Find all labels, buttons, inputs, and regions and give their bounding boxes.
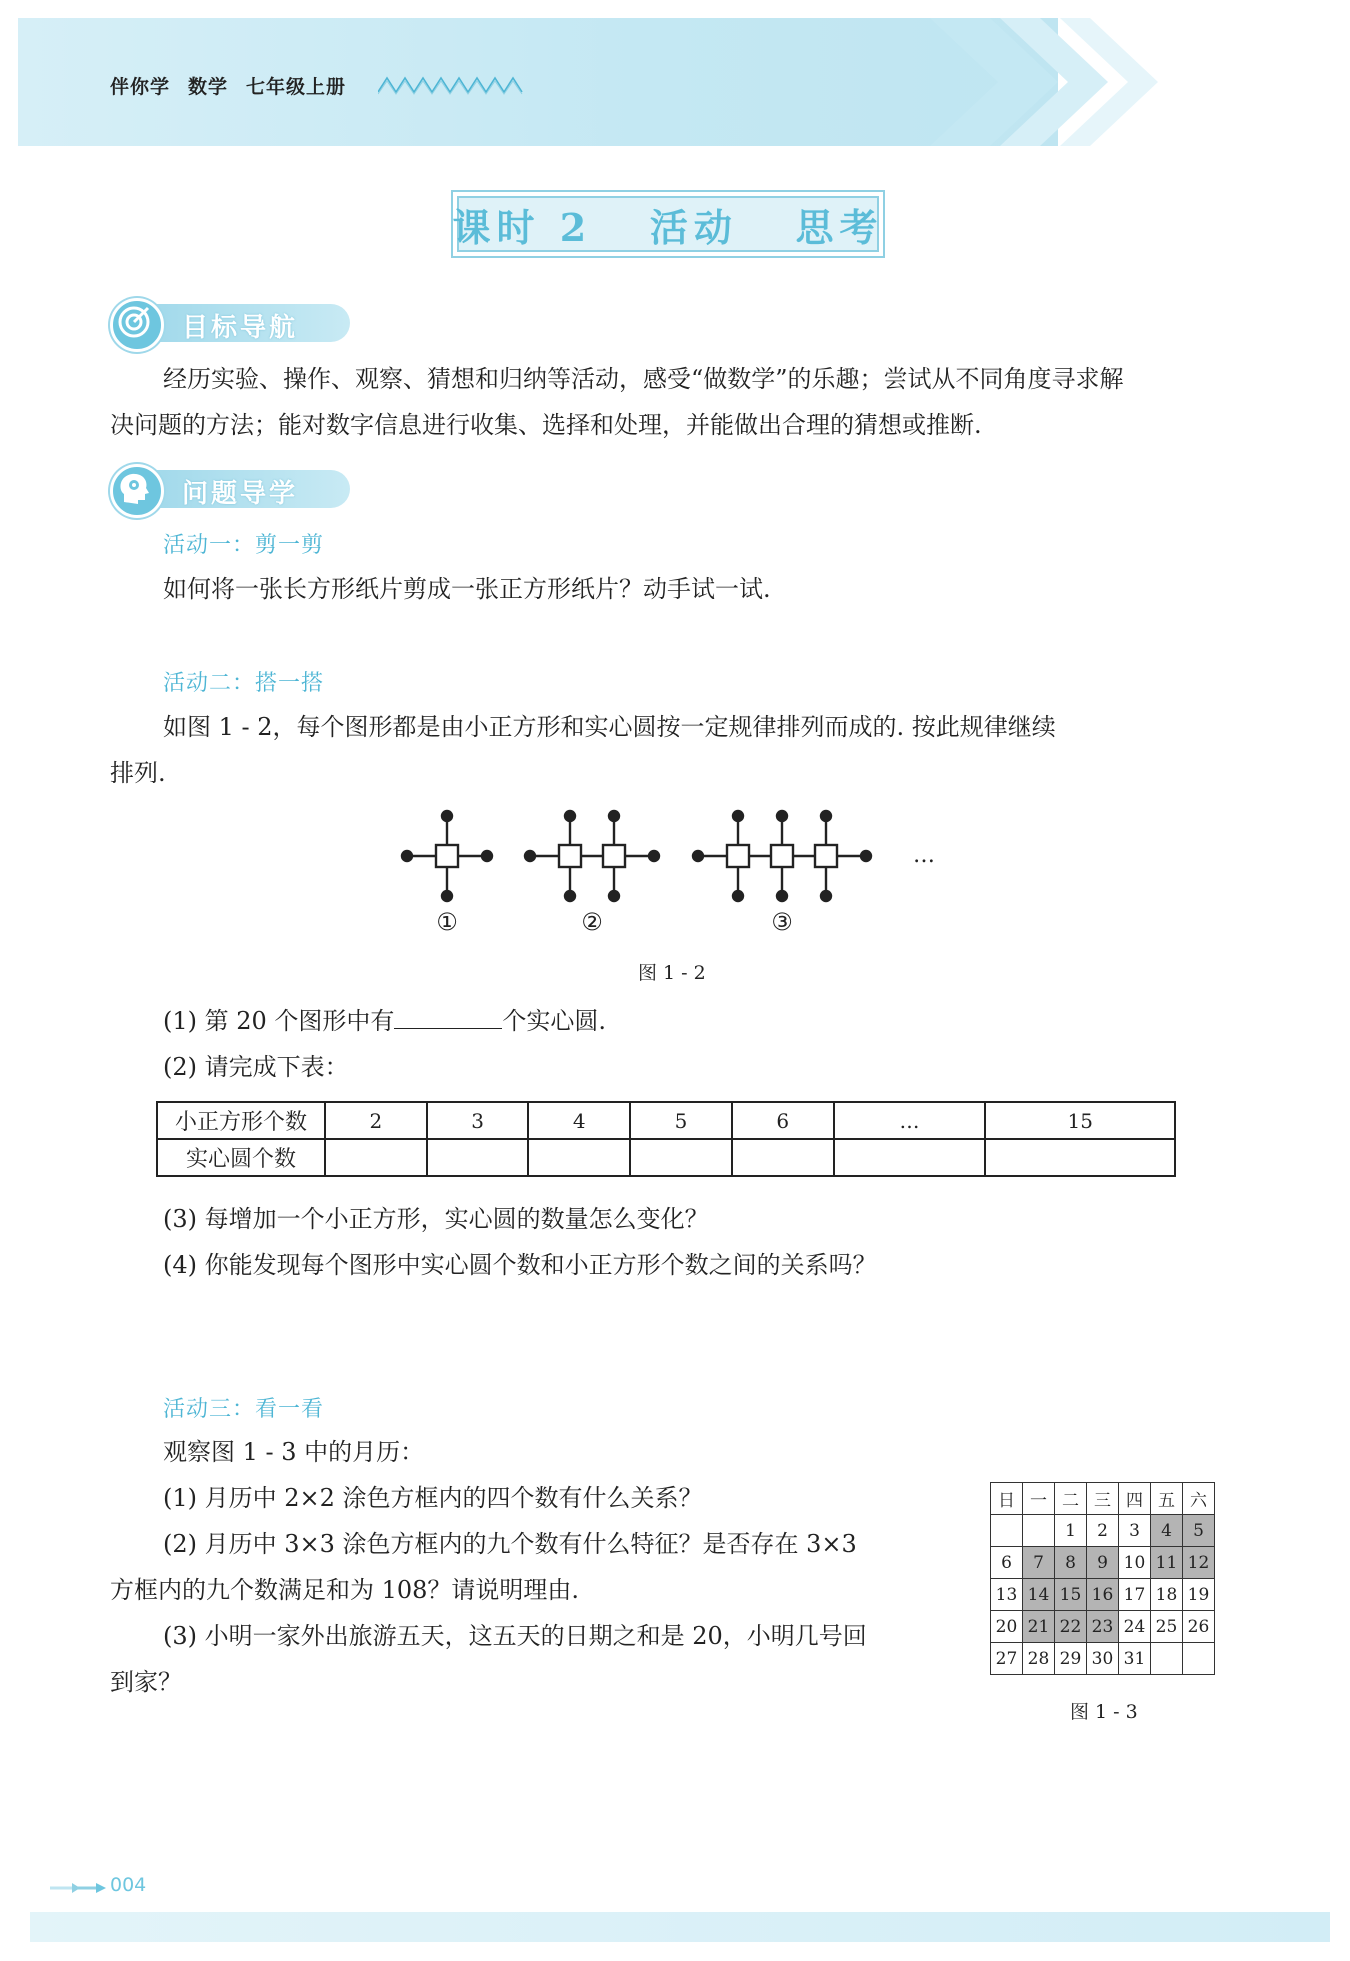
day-cell-shaded: 11 bbox=[1151, 1547, 1183, 1579]
day-cell: 20 bbox=[991, 1611, 1023, 1643]
day-cell bbox=[1183, 1643, 1215, 1675]
weekday-cell: 四 bbox=[1119, 1483, 1151, 1515]
question-4: (4) 你能发现每个图形中实心圆个数和小正方形个数之间的关系吗？ bbox=[163, 1251, 877, 1279]
table-cell: 5 bbox=[630, 1102, 732, 1139]
target-icon bbox=[110, 298, 164, 352]
activity1-title: 活动一：剪一剪 bbox=[163, 533, 325, 558]
figure-label-1: ① bbox=[436, 908, 458, 936]
figure-ellipsis: … bbox=[913, 843, 935, 868]
activity3-q3-line1: (3) 小明一家外出旅游五天，这五天的日期之和是 20，小明几号回 bbox=[163, 1622, 867, 1650]
running-head bbox=[110, 72, 364, 99]
day-cell bbox=[991, 1515, 1023, 1547]
weekday-cell: 二 bbox=[1055, 1483, 1087, 1515]
day-cell: 19 bbox=[1183, 1579, 1215, 1611]
activity3-q2-line2: 方框内的九个数满足和为 108？请说明理由. bbox=[110, 1576, 580, 1604]
day-cell-shaded: 21 bbox=[1023, 1611, 1055, 1643]
day-cell: 29 bbox=[1055, 1643, 1087, 1675]
goals-text-line1: 经历实验、操作、观察、猜想和归纳等活动，感受“做数学”的乐趣；尝试从不同角度寻求解 bbox=[163, 365, 1124, 393]
activity1-text: 如何将一张长方形纸片剪成一张正方形纸片？动手试一试. bbox=[163, 575, 771, 603]
weekday-cell: 日 bbox=[991, 1483, 1023, 1515]
weekday-cell: 五 bbox=[1151, 1483, 1183, 1515]
day-cell: 6 bbox=[991, 1547, 1023, 1579]
day-cell-shaded: 23 bbox=[1087, 1611, 1119, 1643]
arrow-decoration-icon bbox=[50, 1882, 106, 1894]
question-2: (2) 请完成下表： bbox=[163, 1053, 349, 1081]
day-cell: 31 bbox=[1119, 1643, 1151, 1675]
calendar-row bbox=[991, 1643, 1215, 1675]
question-1-before: (1) 第 20 个图形中有 bbox=[163, 1007, 395, 1035]
day-cell bbox=[1023, 1515, 1055, 1547]
head-gear-icon bbox=[110, 464, 164, 518]
lesson-title bbox=[451, 190, 885, 258]
pattern-figure-2 bbox=[525, 811, 659, 901]
page-number: 004 bbox=[110, 1874, 147, 1896]
day-cell: 30 bbox=[1087, 1643, 1119, 1675]
answer-cell[interactable] bbox=[630, 1139, 732, 1176]
day-cell: 26 bbox=[1183, 1611, 1215, 1643]
answer-cell[interactable] bbox=[834, 1139, 986, 1176]
figure-1-2 bbox=[390, 800, 950, 950]
activity2-text-line1: 如图 1 - 2，每个图形都是由小正方形和实心圆按一定规律排列而成的. 按此规律继续 bbox=[163, 713, 1056, 741]
table-cell: 4 bbox=[528, 1102, 630, 1139]
activity3-q3-line2: 到家？ bbox=[110, 1668, 182, 1696]
activity3-title: 活动三：看一看 bbox=[163, 1397, 325, 1422]
day-cell: 1 bbox=[1055, 1515, 1087, 1547]
calendar-row bbox=[991, 1611, 1215, 1643]
section-guide-label: 问题导学 bbox=[182, 479, 299, 509]
lesson-title-text: 课时 2 活动 思考 bbox=[452, 204, 884, 250]
activity2-title: 活动二：搭一搭 bbox=[163, 671, 325, 696]
table-cell: 3 bbox=[427, 1102, 529, 1139]
row-header-squares: 小正方形个数 bbox=[157, 1102, 325, 1139]
calendar-figure bbox=[990, 1482, 1215, 1675]
section-goals-label: 目标导航 bbox=[182, 313, 299, 343]
pattern-figure-1 bbox=[402, 811, 492, 901]
chevron-decoration bbox=[930, 18, 1190, 146]
table-row bbox=[157, 1102, 1175, 1139]
row-header-circles: 实心圆个数 bbox=[157, 1139, 325, 1176]
weekday-cell: 三 bbox=[1087, 1483, 1119, 1515]
table-cell: 6 bbox=[732, 1102, 834, 1139]
data-table bbox=[156, 1101, 1176, 1177]
day-cell-shaded: 15 bbox=[1055, 1579, 1087, 1611]
activity3-q2-line1: (2) 月历中 3×3 涂色方框内的九个数有什么特征？是否存在 3×3 bbox=[163, 1530, 857, 1558]
day-cell-shaded: 8 bbox=[1055, 1547, 1087, 1579]
calendar-row bbox=[991, 1547, 1215, 1579]
day-cell bbox=[1151, 1643, 1183, 1675]
table-cell: … bbox=[834, 1102, 986, 1139]
answer-cell[interactable] bbox=[732, 1139, 834, 1176]
zigzag-decoration bbox=[378, 74, 523, 96]
question-1-after: 个实心圆. bbox=[502, 1007, 607, 1035]
answer-cell[interactable] bbox=[985, 1139, 1175, 1176]
table-cell: 15 bbox=[985, 1102, 1175, 1139]
weekday-cell: 六 bbox=[1183, 1483, 1215, 1515]
day-cell-shaded: 14 bbox=[1023, 1579, 1055, 1611]
figure-label-3: ③ bbox=[771, 908, 793, 936]
calendar-row bbox=[991, 1579, 1215, 1611]
day-cell: 28 bbox=[1023, 1643, 1055, 1675]
footer-band bbox=[30, 1912, 1330, 1942]
section-goals-tag bbox=[110, 298, 350, 346]
section-guide-tag bbox=[110, 464, 350, 512]
book-series: 伴你学 bbox=[110, 76, 171, 98]
figure-label-2: ② bbox=[581, 908, 603, 936]
figure-1-3-caption: 图 1 - 3 bbox=[1070, 1701, 1138, 1723]
goals-text-line2: 决问题的方法；能对数字信息进行收集、选择和处理，并能做出合理的猜想或推断. bbox=[110, 411, 982, 439]
calendar-header-row bbox=[991, 1483, 1215, 1515]
grade-volume: 七年级上册 bbox=[246, 76, 347, 98]
day-cell: 3 bbox=[1119, 1515, 1151, 1547]
day-cell: 25 bbox=[1151, 1611, 1183, 1643]
day-cell: 2 bbox=[1087, 1515, 1119, 1547]
day-cell: 10 bbox=[1119, 1547, 1151, 1579]
day-cell: 13 bbox=[991, 1579, 1023, 1611]
activity3-q1: (1) 月历中 2×2 涂色方框内的四个数有什么关系？ bbox=[163, 1484, 703, 1512]
answer-blank[interactable] bbox=[394, 1004, 502, 1029]
day-cell-shaded: 16 bbox=[1087, 1579, 1119, 1611]
answer-cell[interactable] bbox=[427, 1139, 529, 1176]
day-cell-shaded: 22 bbox=[1055, 1611, 1087, 1643]
table-cell: 2 bbox=[325, 1102, 427, 1139]
calendar-row bbox=[991, 1515, 1215, 1547]
day-cell-shaded: 12 bbox=[1183, 1547, 1215, 1579]
table-row bbox=[157, 1139, 1175, 1176]
day-cell: 18 bbox=[1151, 1579, 1183, 1611]
question-1 bbox=[163, 998, 606, 1044]
weekday-cell: 一 bbox=[1023, 1483, 1055, 1515]
answer-cell[interactable] bbox=[528, 1139, 630, 1176]
pattern-figure-3 bbox=[693, 811, 871, 901]
day-cell: 27 bbox=[991, 1643, 1023, 1675]
day-cell-shaded: 7 bbox=[1023, 1547, 1055, 1579]
figure-1-2-caption: 图 1 - 2 bbox=[638, 962, 706, 984]
subject: 数学 bbox=[188, 76, 229, 98]
day-cell: 24 bbox=[1119, 1611, 1151, 1643]
activity3-intro: 观察图 1 - 3 中的月历： bbox=[163, 1438, 425, 1466]
activity2-text-line2: 排列. bbox=[110, 759, 166, 787]
day-cell-shaded: 4 bbox=[1151, 1515, 1183, 1547]
question-3: (3) 每增加一个小正方形，实心圆的数量怎么变化？ bbox=[163, 1205, 709, 1233]
day-cell-shaded: 5 bbox=[1183, 1515, 1215, 1547]
answer-cell[interactable] bbox=[325, 1139, 427, 1176]
day-cell-shaded: 9 bbox=[1087, 1547, 1119, 1579]
day-cell: 17 bbox=[1119, 1579, 1151, 1611]
